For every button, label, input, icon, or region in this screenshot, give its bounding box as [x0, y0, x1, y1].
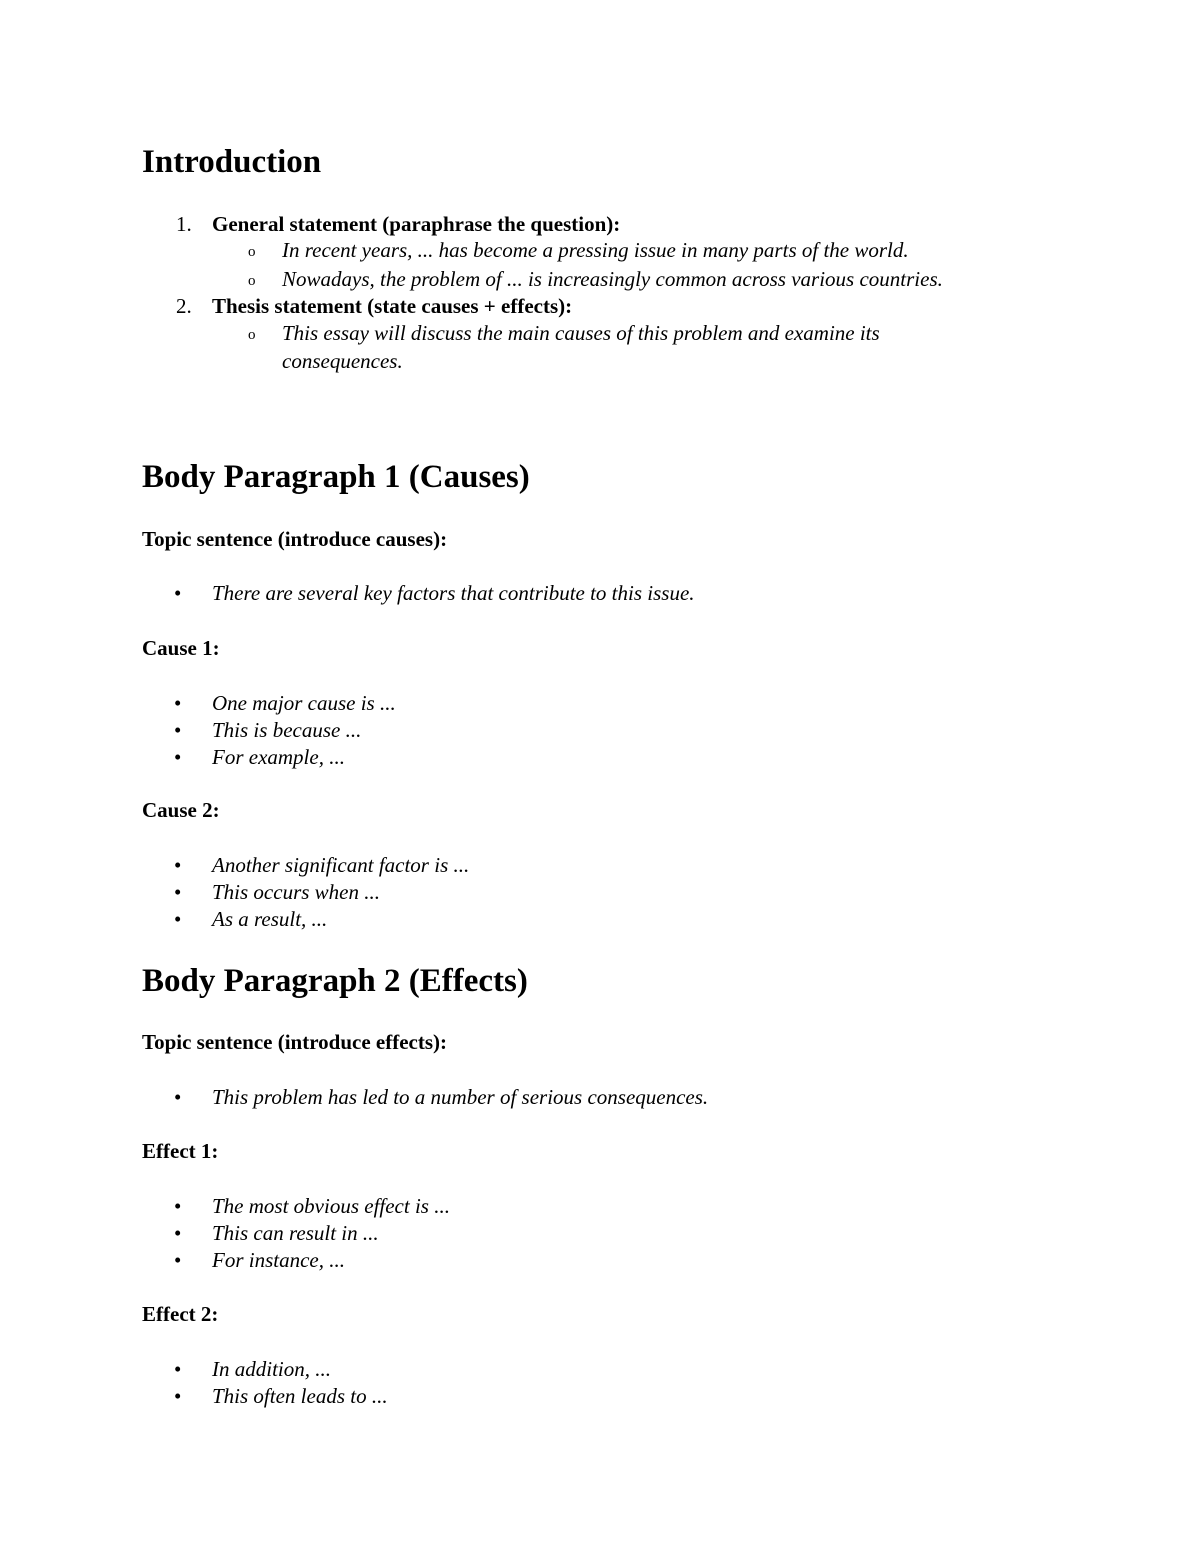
bullet-marker: • — [174, 1194, 182, 1218]
list-item: As a result, ... — [212, 907, 328, 931]
list-item: In recent years, ... has become a pressing issue in many parts of the world. — [282, 238, 909, 262]
bullet-marker: • — [174, 907, 182, 931]
effect-2-label: Effect 2: — [142, 1302, 219, 1326]
heading-introduction: Introduction — [142, 144, 322, 180]
bullet-marker: • — [174, 1384, 182, 1408]
bullet-marker: • — [174, 853, 182, 877]
bullet-marker: • — [174, 880, 182, 904]
bullet-marker: • — [174, 691, 182, 715]
bullet-marker: • — [174, 581, 182, 605]
bullet-marker: • — [174, 718, 182, 742]
list-item: There are several key factors that contribute to this issue. — [212, 581, 695, 605]
list-item: This often leads to ... — [212, 1384, 388, 1408]
sub-bullet-marker: o — [248, 327, 256, 343]
bullet-marker: • — [174, 745, 182, 769]
list-item: This can result in ... — [212, 1221, 379, 1245]
list-item: Nowadays, the problem of ... is increasingly common across various countries. — [282, 267, 943, 291]
bullet-marker: • — [174, 1085, 182, 1109]
general-statement-label: General statement (paraphrase the question): — [212, 212, 621, 236]
heading-body-paragraph-2: Body Paragraph 2 (Effects) — [142, 963, 528, 999]
effect-1-label: Effect 1: — [142, 1139, 219, 1163]
cause-1-label: Cause 1: — [142, 636, 220, 660]
topic-sentence-label: Topic sentence (introduce effects): — [142, 1030, 448, 1054]
list-item: In addition, ... — [212, 1357, 331, 1381]
list-number: 2. — [176, 294, 192, 318]
sub-bullet-marker: o — [248, 244, 256, 260]
list-item: For example, ... — [212, 745, 345, 769]
sub-bullet-marker: o — [248, 273, 256, 289]
bullet-marker: • — [174, 1221, 182, 1245]
list-item: For instance, ... — [212, 1248, 345, 1272]
thesis-statement-label: Thesis statement (state causes + effects): — [212, 294, 573, 318]
bullet-marker: • — [174, 1248, 182, 1272]
list-item: This essay will discuss the main causes of this problem and examine its — [282, 321, 880, 345]
list-item: The most obvious effect is ... — [212, 1194, 450, 1218]
list-item: This occurs when ... — [212, 880, 380, 904]
list-item: This is because ... — [212, 718, 362, 742]
cause-2-label: Cause 2: — [142, 798, 220, 822]
list-item: One major cause is ... — [212, 691, 396, 715]
heading-body-paragraph-1: Body Paragraph 1 (Causes) — [142, 459, 530, 495]
topic-sentence-label: Topic sentence (introduce causes): — [142, 527, 448, 551]
bullet-marker: • — [174, 1357, 182, 1381]
list-item: This problem has led to a number of serious consequences. — [212, 1085, 709, 1109]
list-number: 1. — [176, 212, 192, 236]
list-item-continuation: consequences. — [282, 349, 403, 373]
list-item: Another significant factor is ... — [212, 853, 470, 877]
